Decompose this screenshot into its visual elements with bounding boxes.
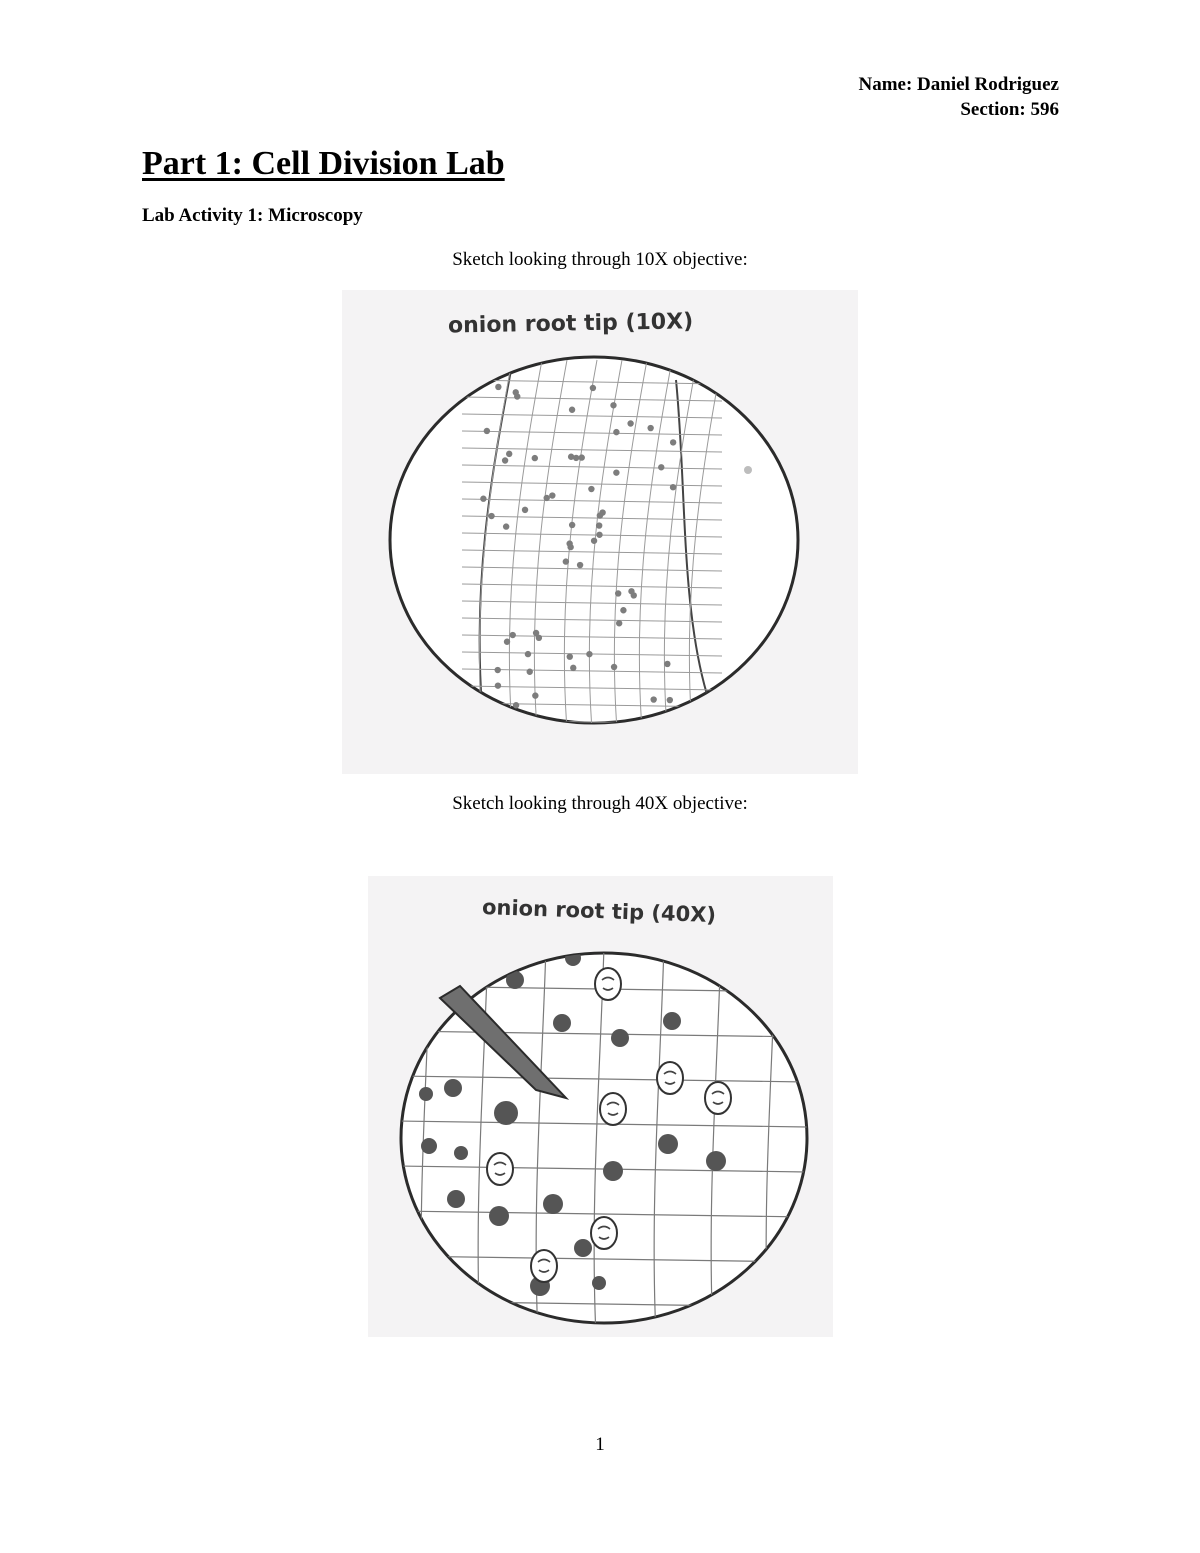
sketch-10x-caption: Sketch looking through 10X objective: xyxy=(452,249,748,270)
sketch-10x-label: onion root tip (10X) xyxy=(447,309,694,339)
sketch-40x-image xyxy=(368,876,833,1337)
student-name: Name: Daniel Rodriguez xyxy=(858,74,1059,95)
page-number: 1 xyxy=(595,1434,605,1455)
page-title: Part 1: Cell Division Lab xyxy=(142,145,505,182)
student-header xyxy=(858,72,1059,122)
sketch-40x-label: onion root tip (40X) xyxy=(481,894,717,928)
sketch-10x-image xyxy=(342,290,858,774)
onion-root-tip-40x-drawing xyxy=(368,876,833,1337)
sketch-40x-caption: Sketch looking through 40X objective: xyxy=(452,793,748,814)
section-number: Section: 596 xyxy=(960,99,1059,120)
activity-heading: Lab Activity 1: Microscopy xyxy=(142,205,363,226)
onion-root-tip-10x-drawing xyxy=(342,290,858,774)
